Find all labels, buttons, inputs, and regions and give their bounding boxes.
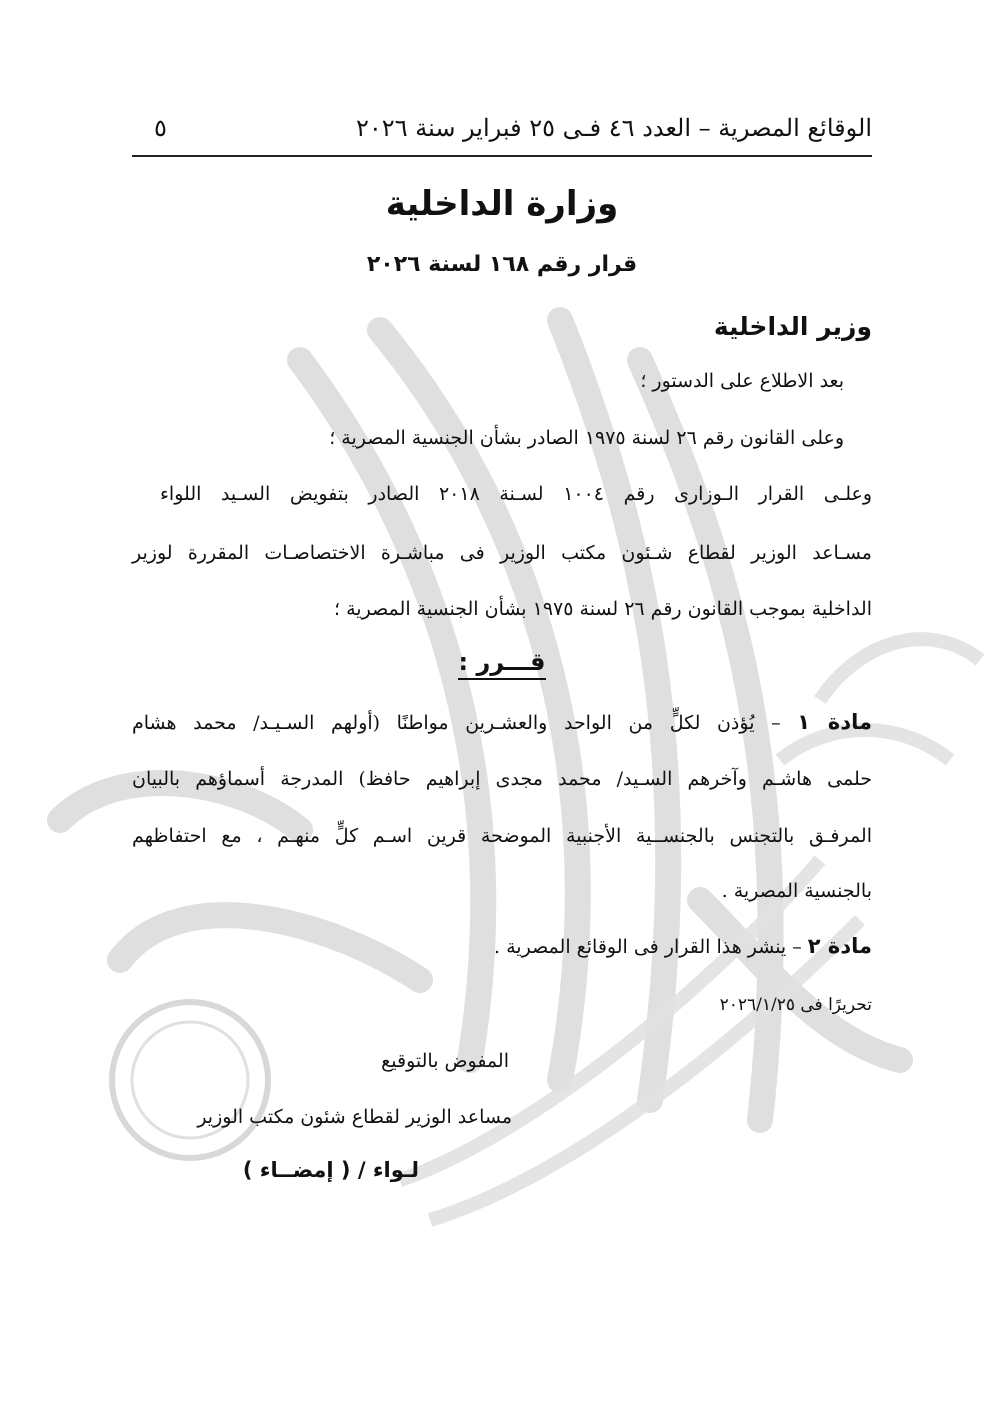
- article-1-line-4: بالجنسية المصرية .: [721, 880, 872, 902]
- signature-name: لـواء / ( إمضــاء ): [242, 1158, 419, 1182]
- decided-heading: [0, 648, 1004, 676]
- page-number: ٥: [154, 114, 167, 142]
- preamble-line-1: بعد الاطلاع على الدستور ؛: [640, 370, 844, 392]
- article-1-line-3: المرفـق بالتجنس بالجنســية الأجنبية الموضحة قرين اسـم كلٍّ منهـم ، مع احتفاظهم: [132, 825, 872, 847]
- signature-delegated: المفوض بالتوقيع: [381, 1050, 509, 1072]
- article-1-line-1: [132, 710, 872, 734]
- decree-number-text: قرار رقم ١٦٨ لسنة ٢٠٢٦: [366, 252, 638, 277]
- article-2: [494, 934, 872, 958]
- signature-title: مساعد الوزير لقطاع شئون مكتب الوزير: [197, 1106, 512, 1128]
- header-divider: [132, 155, 872, 157]
- article-1-line-2: حلمى هاشـم وآخرهم السـيد/ محمد مجدى إبراهيم حافظ) المدرجة أسماؤهم بالبيان: [132, 768, 872, 790]
- article-2-text: – ينشر هذا القرار فى الوقائع المصرية .: [494, 936, 808, 958]
- preamble-line-5: الداخلية بموجب القانون رقم ٢٦ لسنة ١٩٧٥ بشأن الجنسية المصرية ؛: [334, 598, 872, 620]
- gazette-header-title: الوقائع المصرية – العدد ٤٦ فـى ٢٥ فبراير سنة ٢٠٢٦: [356, 114, 872, 142]
- article-1-label: مادة ١: [797, 710, 872, 734]
- article-1-text-1: – يُؤذن لكلٍّ من الواحد والعشـرين مواطنًا (أولهم السـيـد/ محمد هشام: [132, 712, 798, 734]
- decided-label: قـــرر :: [458, 648, 545, 680]
- decree-number: [0, 252, 1004, 277]
- page-header: [132, 108, 872, 152]
- preamble-line-4: مسـاعد الوزير لقطاع شـئون مكتب الوزير فى مباشـرة الاختصاصـات المقررة لوزير: [132, 542, 872, 564]
- article-2-label: مادة ٢: [807, 934, 872, 958]
- preamble-line-3: وعلـى القرار الـوزارى رقم ١٠٠٤ لسـنة ٢٠١٨ الصادر بتفويض السـيد اللواء: [160, 483, 872, 505]
- ministry-heading: وزارة الداخلية: [385, 184, 619, 224]
- preamble-line-2: وعلى القانون رقم ٢٦ لسنة ١٩٧٥ الصادر بشأن الجنسية المصرية ؛: [329, 427, 844, 449]
- issuer-heading: وزير الداخلية: [713, 312, 872, 341]
- issue-date: تحريرًا فى ٢٠٢٦/١/٢٥: [719, 995, 872, 1015]
